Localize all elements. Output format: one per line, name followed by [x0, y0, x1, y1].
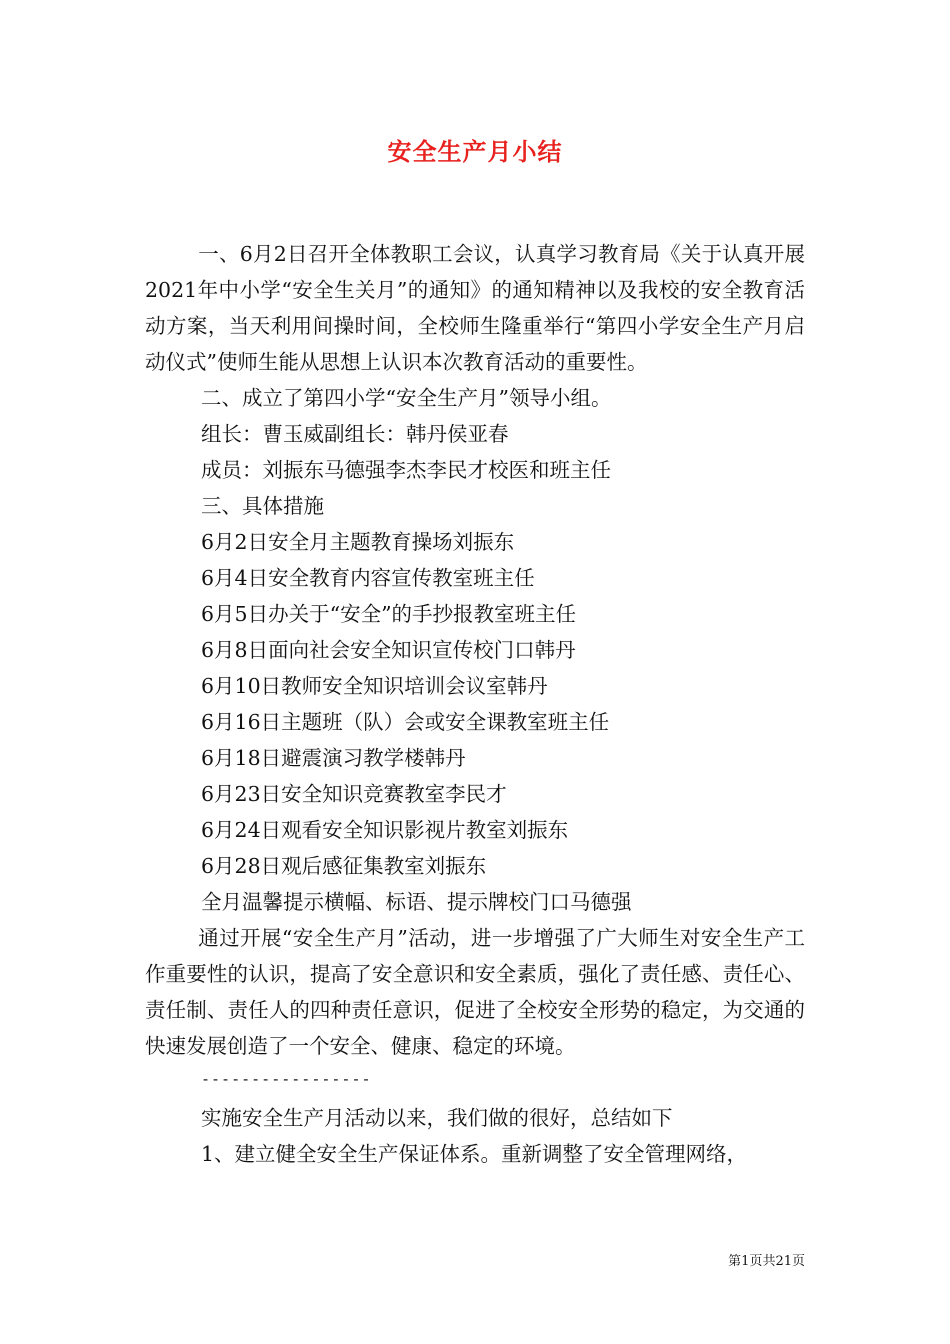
document-title: 安全生产月小结 — [387, 138, 563, 166]
schedule-item: 6月5日办关于“安全”的手抄报教室班主任 — [201, 602, 577, 626]
schedule-item: 6月10日教师安全知识培训会议室韩丹 — [201, 674, 548, 698]
schedule-item: 6月24日观看安全知识影视片教室刘振东 — [201, 818, 569, 842]
schedule-item: 6月16日主题班（队）会或安全课教室班主任 — [201, 710, 610, 734]
paragraph-4: 成员：刘振东马德强李杰李民才校医和班主任 — [201, 458, 611, 482]
paragraph-after-2: 1、建立健全安全生产保证体系。重新调整了安全管理网络， — [201, 1142, 748, 1166]
paragraph-3: 组长：曹玉威副组长：韩丹侯亚春 — [201, 422, 509, 446]
paragraph-2: 二、成立了第四小学“安全生产月”领导小组。 — [201, 386, 612, 410]
schedule-item: 6月2日安全月主题教育操场刘振东 — [201, 530, 515, 554]
document-body — [145, 236, 805, 1172]
paragraph-1: 一、6月2日召开全体教职工会议，认真学习教育局《关于认真开展2021年中小学“安全生关月”的通知》的通知精神以及我校的安全教育活动方案，当天利用间操时间，全校师生隆重举行“第四小学安全生产月启动仪式”使师生能从思想上认识本次教育活动的重要性。 — [145, 242, 805, 374]
schedule-item: 6月23日安全知识竞赛教室李民才 — [201, 782, 507, 806]
paragraph-after-1: 实施安全生产月活动以来，我们做的很好，总结如下 — [201, 1106, 673, 1130]
schedule-item: 6月4日安全教育内容宣传教室班主任 — [201, 566, 535, 590]
separator-line: ----------------- — [201, 1070, 372, 1088]
schedule-item: 全月温馨提示横幅、标语、提示牌校门口马德强 — [201, 890, 632, 914]
schedule-item: 6月28日观后感征集教室刘振东 — [201, 854, 487, 878]
schedule-item: 6月8日面向社会安全知识宣传校门口韩丹 — [201, 638, 576, 662]
paragraph-5: 三、具体措施 — [201, 494, 324, 518]
paragraph-summary: 通过开展“安全生产月”活动，进一步增强了广大师生对安全生产工作重要性的认识，提高了安全意识和安全素质，强化了责任感、责任心、责任制、责任人的四种责任意识，促进了全校安全形势的稳定，为交通的快速发展创造了一个安全、健康、稳定的环境。 — [145, 926, 805, 1058]
schedule-item: 6月18日避震演习教学楼韩丹 — [201, 746, 466, 770]
page-number: 第1页共21页 — [728, 1254, 805, 1269]
